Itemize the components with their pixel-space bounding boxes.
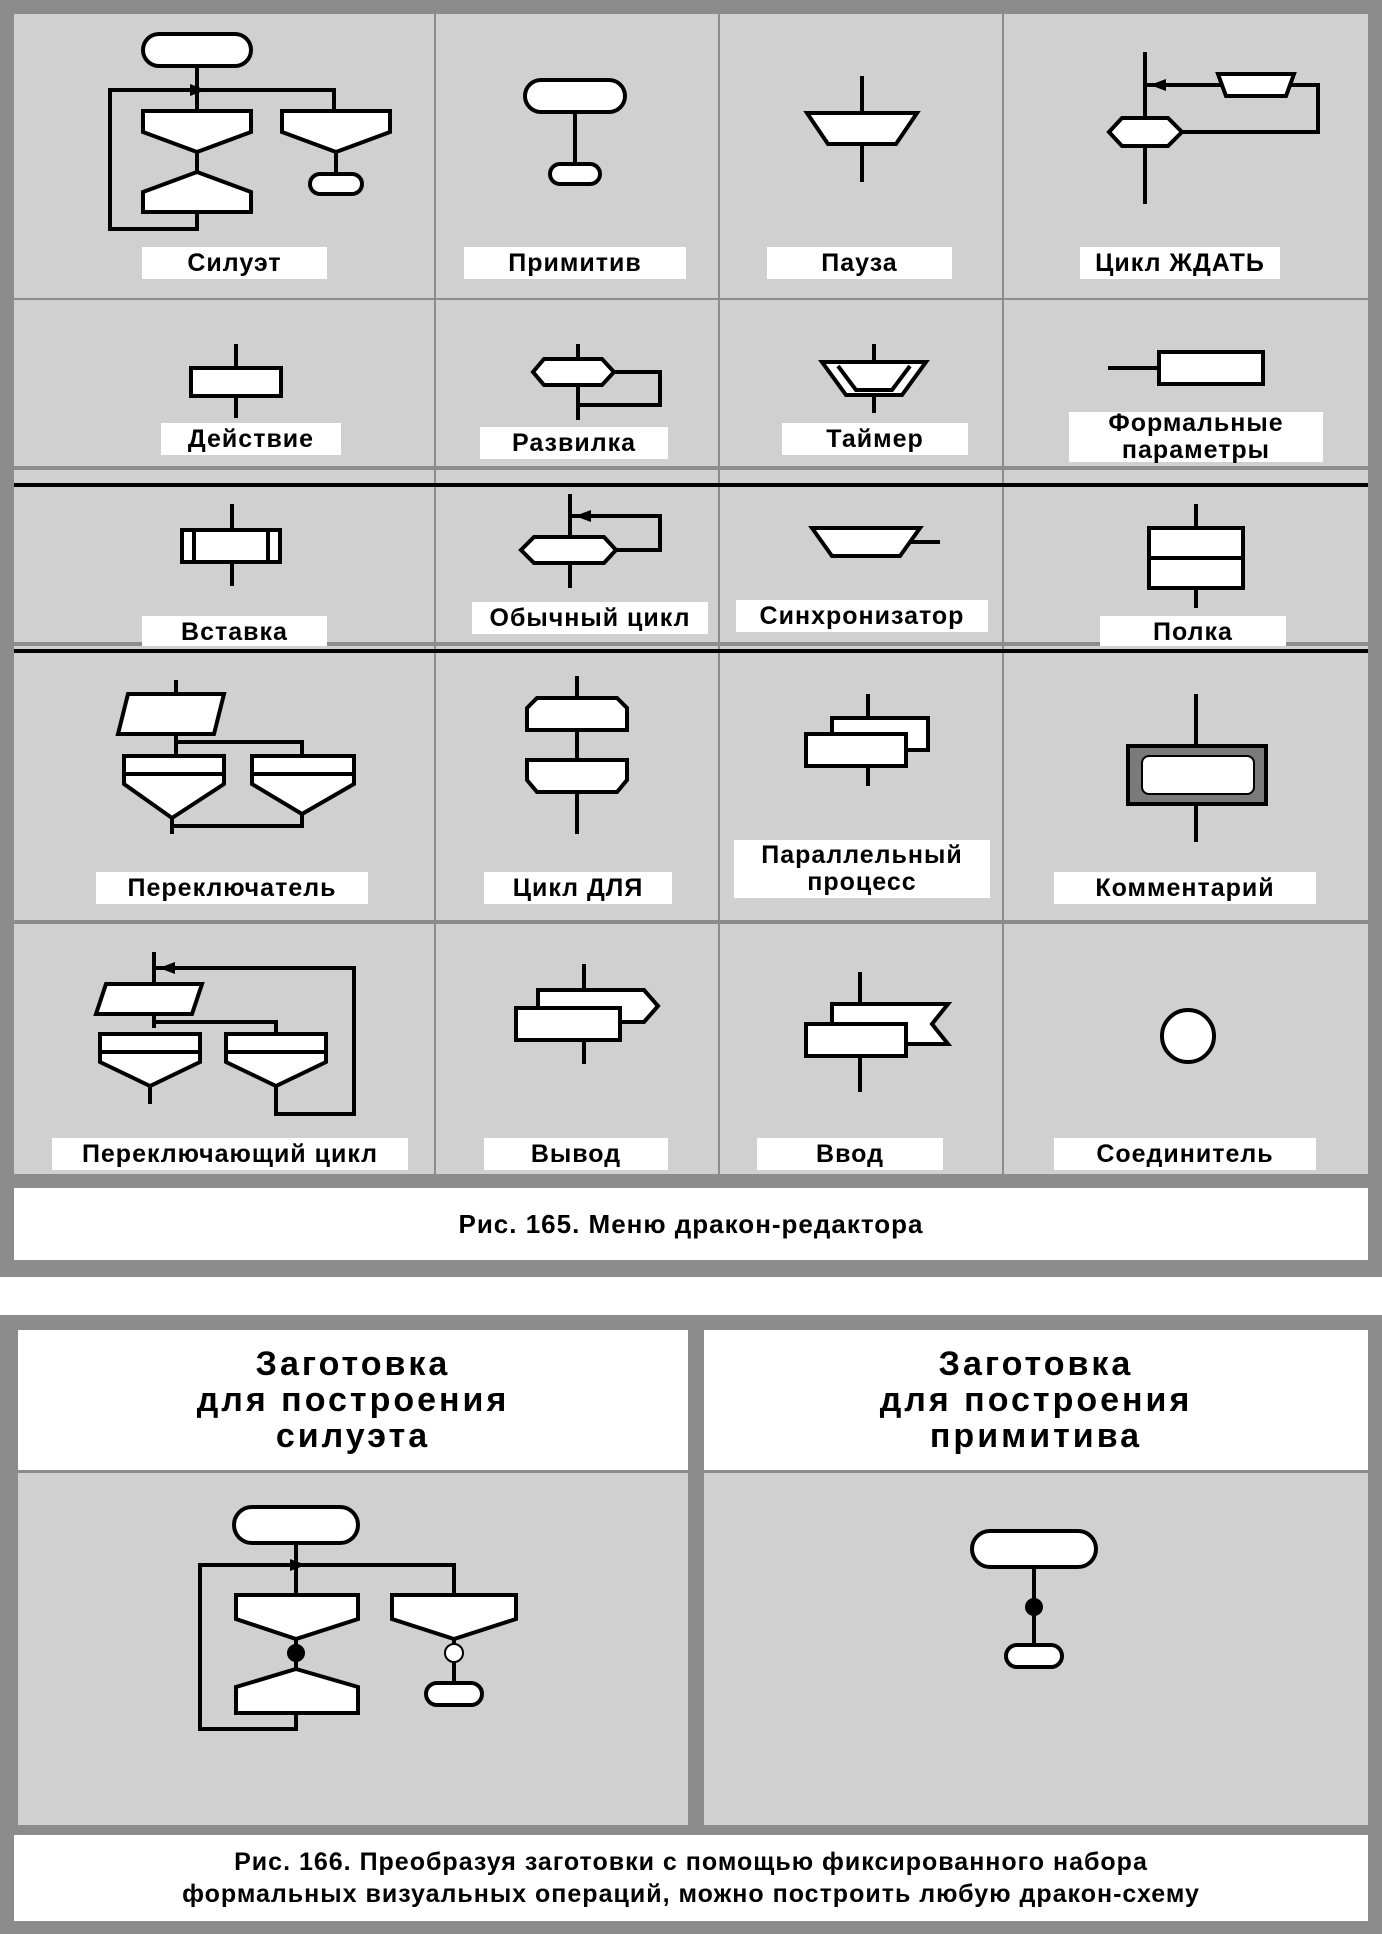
menu-item-razvilka[interactable]: [436, 300, 718, 466]
label-pereklyuchayushchii-cikl: Переключающий цикл: [52, 1138, 408, 1170]
separator-line: [14, 483, 1368, 487]
menu-item-vstavka[interactable]: [14, 470, 434, 646]
label-parallelnyi-process: Параллельный процесс: [734, 840, 990, 898]
menu-item-formalnye-parametry[interactable]: [1004, 300, 1368, 466]
label-deistvie: Действие: [161, 423, 341, 455]
menu-item-pauza[interactable]: [720, 14, 1002, 298]
menu-item-pereklyuchatel[interactable]: [14, 646, 434, 920]
menu-item-vyvod[interactable]: [436, 924, 718, 1174]
menu-item-parallelnyi-process[interactable]: [720, 646, 1002, 920]
label-obychnyi-cikl: Обычный цикл: [472, 602, 708, 634]
figure-165-caption: Рис. 165. Меню дракон-редактора: [14, 1188, 1368, 1260]
figure-166: [0, 1315, 1382, 1934]
menu-item-taimer[interactable]: [720, 300, 1002, 466]
menu-item-siluet[interactable]: [14, 14, 434, 298]
label-soedinitel: Соединитель: [1054, 1138, 1316, 1170]
separator-line: [14, 649, 1368, 653]
menu-item-cikl-dlya[interactable]: [436, 646, 718, 920]
menu-item-pereklyuchayushchii-cikl[interactable]: [14, 924, 434, 1174]
vyvod-icon: [436, 924, 718, 1174]
menu-item-kommentarii[interactable]: [1004, 646, 1368, 920]
label-vvod: Ввод: [757, 1138, 943, 1170]
label-cikl-zhdat: Цикл ЖДАТЬ: [1080, 247, 1280, 279]
label-formalnye-parametry: Формальные параметры: [1069, 412, 1323, 462]
label-primitiv: Примитив: [464, 247, 686, 279]
siluet-template-panel: [18, 1473, 688, 1825]
menu-item-obychnyi-cikl[interactable]: [436, 470, 718, 642]
pereklyuchayushchii-cikl-icon: [14, 924, 434, 1174]
menu-item-deistvie[interactable]: [14, 300, 434, 466]
menu-grid: [14, 14, 1368, 1174]
primitiv-template-panel: [704, 1473, 1368, 1825]
menu-item-primitiv[interactable]: [436, 14, 718, 298]
label-polka: Полка: [1100, 616, 1286, 648]
label-taimer: Таймер: [782, 423, 968, 455]
left-panel-title: Заготовка для построения силуэта: [18, 1330, 688, 1470]
label-siluet: Силуэт: [142, 247, 327, 279]
label-razvilka: Развилка: [480, 427, 668, 459]
label-cikl-dlya: Цикл ДЛЯ: [484, 872, 672, 904]
menu-item-cikl-zhdat[interactable]: [1004, 14, 1368, 298]
soedinitel-icon: [1004, 924, 1368, 1174]
label-kommentarii: Комментарий: [1054, 872, 1316, 904]
label-pereklyuchatel: Переключатель: [96, 872, 368, 904]
label-sinhronizator: Синхронизатор: [736, 600, 988, 632]
label-vstavka: Вставка: [142, 616, 327, 648]
right-panel-title: Заготовка для построения примитива: [704, 1330, 1368, 1470]
figure-166-caption-line1: Рис. 166. Преобразуя заготовки с помощью фиксированного набора: [234, 1848, 1148, 1876]
siluet-template-icon: [18, 1473, 688, 1825]
vvod-icon: [720, 924, 1002, 1174]
figure-166-caption: [14, 1835, 1368, 1921]
primitiv-template-icon: [704, 1473, 1368, 1825]
label-vyvod: Вывод: [484, 1138, 668, 1170]
menu-item-vvod[interactable]: [720, 924, 1002, 1174]
menu-item-polka[interactable]: [1004, 470, 1368, 646]
figure-166-caption-line2: формальных визуальных операций, можно построить любую дракон-схему: [182, 1880, 1200, 1908]
menu-item-sinhronizator[interactable]: [720, 470, 1002, 642]
menu-item-soedinitel[interactable]: [1004, 924, 1368, 1174]
label-pauza: Пауза: [767, 247, 952, 279]
